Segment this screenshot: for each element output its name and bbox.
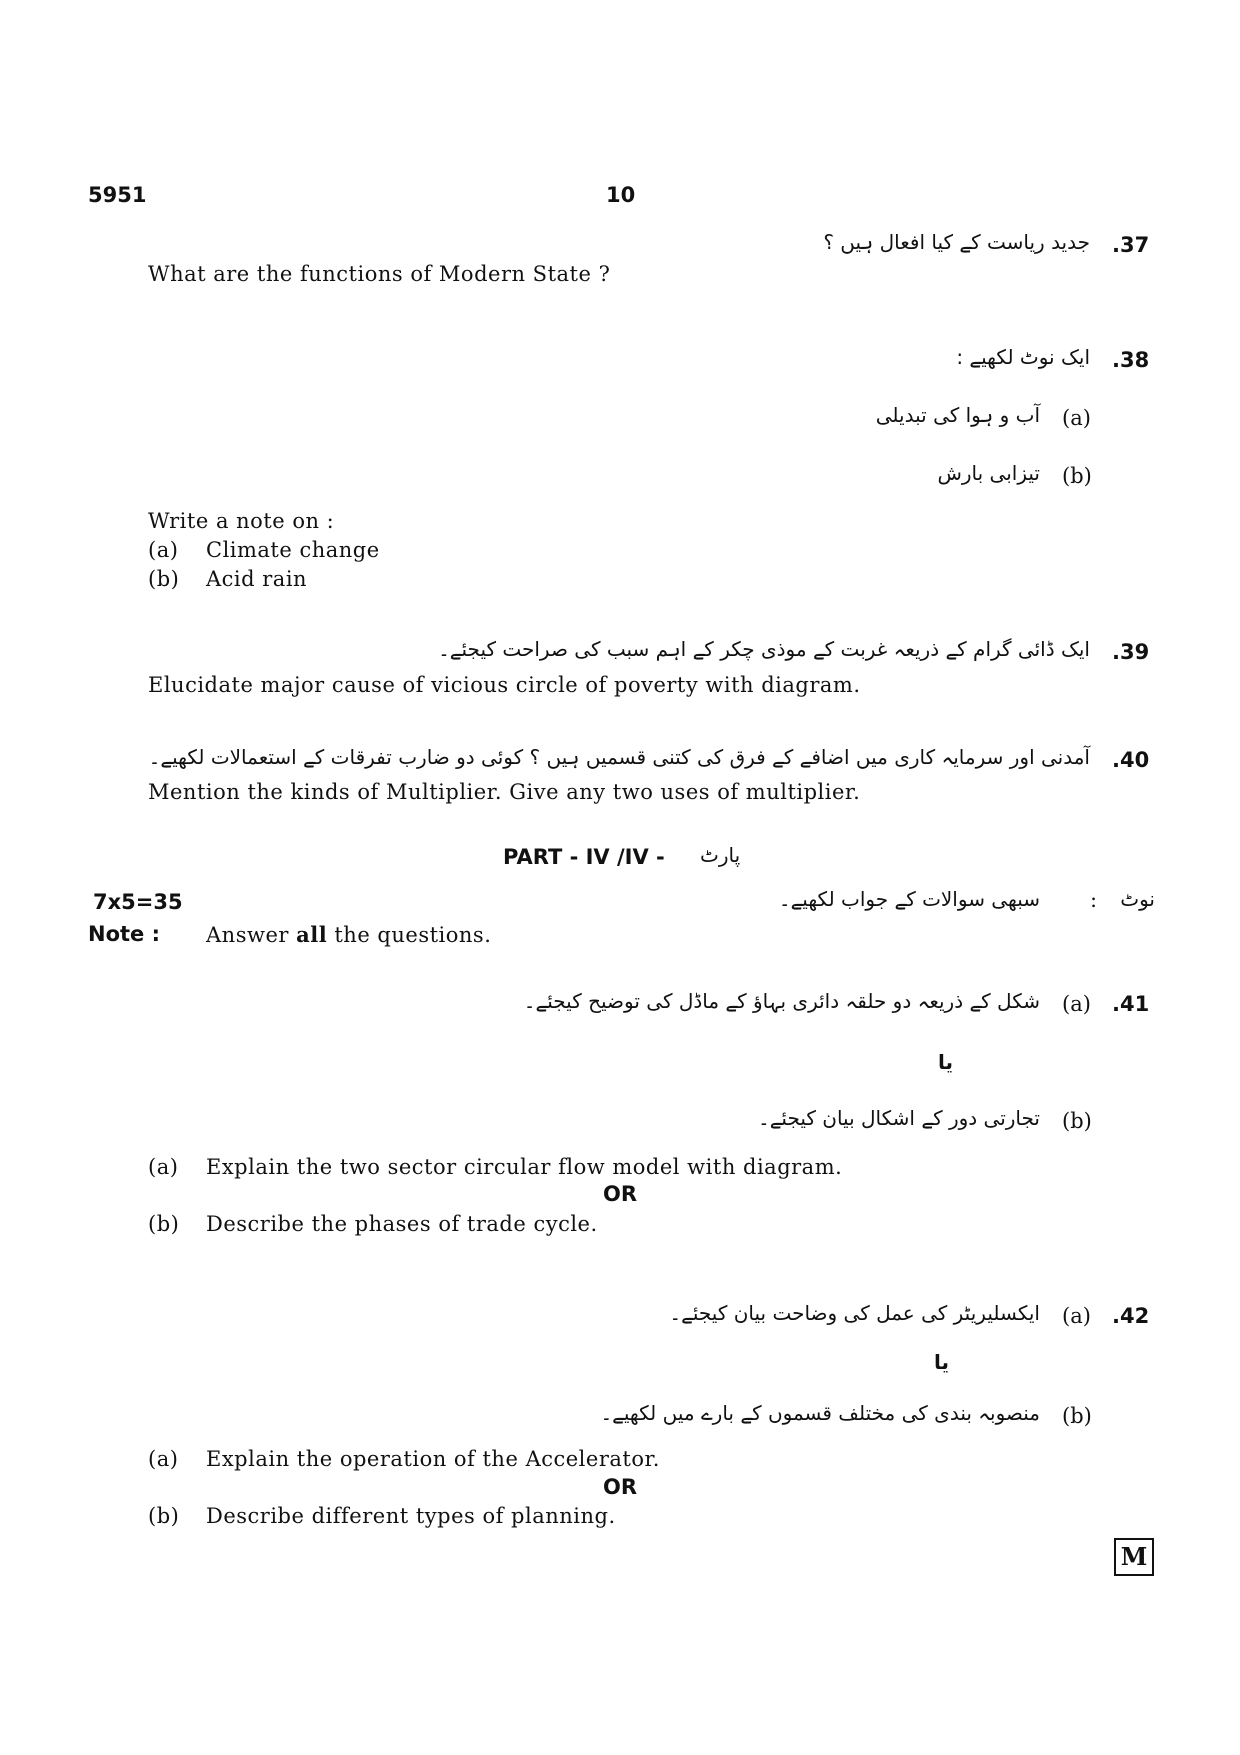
note-text-before: Answer — [206, 923, 289, 947]
question-number-38: .38 — [1112, 348, 1150, 372]
paper-code: 5951 — [88, 183, 147, 207]
q37-english: What are the functions of Modern State ? — [148, 262, 611, 286]
q42-or: OR — [603, 1475, 638, 1499]
note-text — [206, 922, 491, 947]
question-number-41: .41 — [1112, 992, 1150, 1016]
q38-english-b: Acid rain — [206, 567, 308, 591]
q37-urdu: جدید ریاست کے کیا افعال ہیں ؟ — [823, 230, 1090, 254]
q38-english-b-label: (b) — [148, 567, 180, 591]
question-number-40: .40 — [1112, 748, 1150, 772]
q41-urdu-a-label: (a) — [1062, 992, 1091, 1016]
q38-english-stem: Write a note on : — [148, 509, 335, 533]
q38-english-a-label: (a) — [148, 538, 179, 562]
question-number-39: .39 — [1112, 640, 1150, 664]
q38-urdu-b: تیزابی بارش — [937, 461, 1040, 485]
q41-english-b-label: (b) — [148, 1212, 180, 1236]
q41-urdu-or: یا — [938, 1050, 954, 1074]
page-number: 10 — [606, 183, 636, 207]
q41-english-b: Describe the phases of trade cycle. — [206, 1212, 598, 1236]
q42-english-b-label: (b) — [148, 1504, 180, 1528]
q42-urdu-or: یا — [934, 1350, 950, 1374]
q42-english-b: Describe different types of planning. — [206, 1504, 616, 1528]
q41-urdu-b: تجارتی دور کے اشکال بیان کیجئے۔ — [757, 1106, 1040, 1130]
part-title-urdu: پارٹ — [700, 843, 741, 867]
q41-english-a: Explain the two sector circular flow model with diagram. — [206, 1155, 843, 1179]
q39-english: Elucidate major cause of vicious circle of poverty with diagram. — [148, 673, 861, 697]
q40-urdu: آمدنی اور سرمایہ کاری میں اضافے کے فرق کی کتنی قسمیں ہیں ؟ کوئی دو ضارب تفرقات کے استعمالات لکھیے۔ — [148, 745, 1090, 769]
q42-urdu-b: منصوبہ بندی کی مختلف قسموں کے بارے میں لکھیے۔ — [600, 1401, 1040, 1425]
note-label: Note : — [88, 922, 160, 946]
series-mark-box: M — [1114, 1538, 1154, 1576]
q42-urdu-b-label: (b) — [1062, 1404, 1092, 1428]
note-urdu-text: سبھی سوالات کے جواب لکھیے۔ — [778, 887, 1040, 911]
q39-urdu: ایک ڈائی گرام کے ذریعہ غربت کے موذی چکر کے اہم سبب کی صراحت کیجئے۔ — [438, 637, 1090, 661]
q38-urdu-a: آب و ہوا کی تبدیلی — [875, 403, 1040, 427]
question-number-37: .37 — [1112, 233, 1150, 257]
q41-or: OR — [603, 1182, 638, 1206]
note-text-bold: all — [296, 922, 328, 947]
marks-allocation: 7x5=35 — [93, 890, 183, 914]
q41-urdu-a: شکل کے ذریعہ دو حلقہ دائری بہاؤ کے ماڈل کی توضیح کیجئے۔ — [523, 989, 1040, 1013]
q42-urdu-a-label: (a) — [1062, 1304, 1091, 1328]
q40-english: Mention the kinds of Multiplier. Give any two uses of multiplier. — [148, 780, 861, 804]
q38-urdu-a-label: (a) — [1062, 406, 1091, 430]
q38-urdu-b-label: (b) — [1062, 464, 1092, 488]
note-text-after: the questions. — [334, 923, 492, 947]
question-number-42: .42 — [1112, 1304, 1150, 1328]
q42-english-a: Explain the operation of the Accelerator. — [206, 1447, 660, 1471]
q41-urdu-b-label: (b) — [1062, 1109, 1092, 1133]
q41-english-a-label: (a) — [148, 1155, 179, 1179]
part-title: PART - IV /IV - — [503, 845, 665, 869]
q42-english-a-label: (a) — [148, 1447, 179, 1471]
note-urdu-label: نوٹ — [1120, 887, 1155, 911]
note-urdu-colon: : — [1090, 888, 1098, 912]
q38-urdu-stem: ایک نوٹ لکھیے : — [956, 345, 1090, 369]
q38-english-a: Climate change — [206, 538, 380, 562]
q42-urdu-a: ایکسلیریٹر کی عمل کی وضاحت بیان کیجئے۔ — [669, 1301, 1040, 1325]
